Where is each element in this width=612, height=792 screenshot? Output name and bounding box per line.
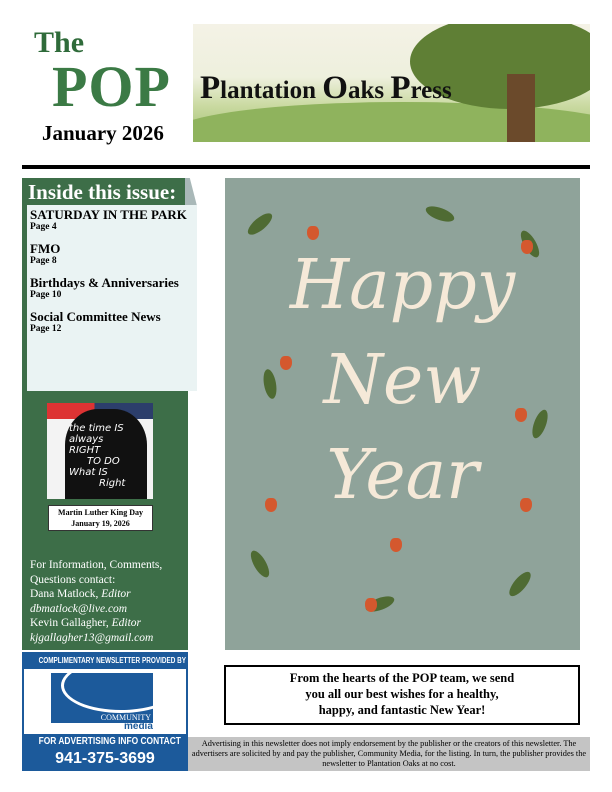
message-line: you all our best wishes for a healthy, xyxy=(305,687,499,701)
contact-intro: For Information, Comments, xyxy=(30,559,163,571)
toc-title: Birthdays & Anniversaries xyxy=(30,275,179,290)
toc-item[interactable] xyxy=(30,208,194,232)
message-line: From the hearts of the POP team, we send xyxy=(289,671,515,685)
toc-title: SATURDAY IN THE PARK xyxy=(30,207,187,222)
sponsor-heading: COMPLIMENTARY NEWSLETTER PROVIDED BY xyxy=(38,656,187,665)
toc-item[interactable] xyxy=(30,276,194,300)
editor-role: Editor xyxy=(101,588,131,601)
toc-page: Page 12 xyxy=(30,324,62,334)
toc-page: Page 8 xyxy=(30,256,57,266)
advertising-contact-label: FOR ADVERTISING INFO CONTACT xyxy=(38,735,181,747)
art-word: Happy xyxy=(289,246,516,325)
quote-line: the time IS xyxy=(69,423,124,434)
advertising-phone[interactable]: 941-375-3699 xyxy=(55,750,155,767)
title-word: aks xyxy=(347,77,391,104)
quote-line: TO DO xyxy=(87,456,120,467)
mlk-caption-title: Martin Luther King Day xyxy=(58,508,143,517)
logo-pop: POP xyxy=(52,54,171,119)
message-line: happy, and fantastic New Year! xyxy=(318,703,486,717)
issue-date: January 2026 xyxy=(42,121,164,145)
contact-intro: Questions contact: xyxy=(30,573,116,586)
title-cap: P xyxy=(390,70,411,106)
toc-title: FMO xyxy=(30,241,61,256)
title-word: ress xyxy=(410,77,452,104)
title-word: lantation xyxy=(220,77,323,104)
mlk-caption xyxy=(48,505,153,531)
happy-new-year-illustration xyxy=(225,178,580,650)
editor-email-link[interactable]: kjgallagher13@gmail.com xyxy=(30,631,154,644)
editor-email-link[interactable]: dbmatlock@live.com xyxy=(30,602,128,615)
toc-title: Social Committee News xyxy=(30,309,161,324)
quote-line: always xyxy=(69,434,104,445)
art-word: New xyxy=(323,341,482,420)
art-word: Year xyxy=(326,436,479,515)
logo-the: The xyxy=(34,26,85,59)
title-cap: O xyxy=(322,70,348,106)
newsletter-title xyxy=(200,70,452,107)
contact-info xyxy=(30,558,162,646)
mlk-image xyxy=(47,403,153,499)
community-media-logo[interactable] xyxy=(51,673,153,723)
table-of-contents xyxy=(27,205,197,391)
editor-name: Kevin Gallagher, xyxy=(30,617,112,630)
editor-role: Editor xyxy=(111,617,141,630)
inside-issue-heading: Inside this issue: xyxy=(28,180,177,204)
mlk-caption-date: January 19, 2026 xyxy=(71,519,130,528)
editor-name: Dana Matlock, xyxy=(30,588,102,601)
quote-line: RIGHT xyxy=(69,445,101,456)
toc-item[interactable] xyxy=(30,242,194,266)
advertising-disclaimer: Advertising in this newsletter does not imply endorsement by the publisher or the creators of this newsletter. The advertisers are solicited by and pay the publisher, Community Media, for the listing. In turn, the publisher provides the newsletter to Plantation Oaks at no cost. xyxy=(188,737,590,771)
toc-page: Page 10 xyxy=(30,290,62,300)
toc-item[interactable] xyxy=(30,310,194,334)
quote-line: What IS xyxy=(69,467,108,478)
title-cap: P xyxy=(200,70,221,106)
logo-sub: media xyxy=(124,721,153,732)
toc-page: Page 4 xyxy=(30,222,57,232)
header-divider xyxy=(22,165,590,169)
quote-line: Right xyxy=(99,478,126,489)
sidebar-tab-corner xyxy=(185,178,197,206)
new-year-message xyxy=(224,665,580,725)
logo-word: COMMUNITY xyxy=(100,713,151,722)
